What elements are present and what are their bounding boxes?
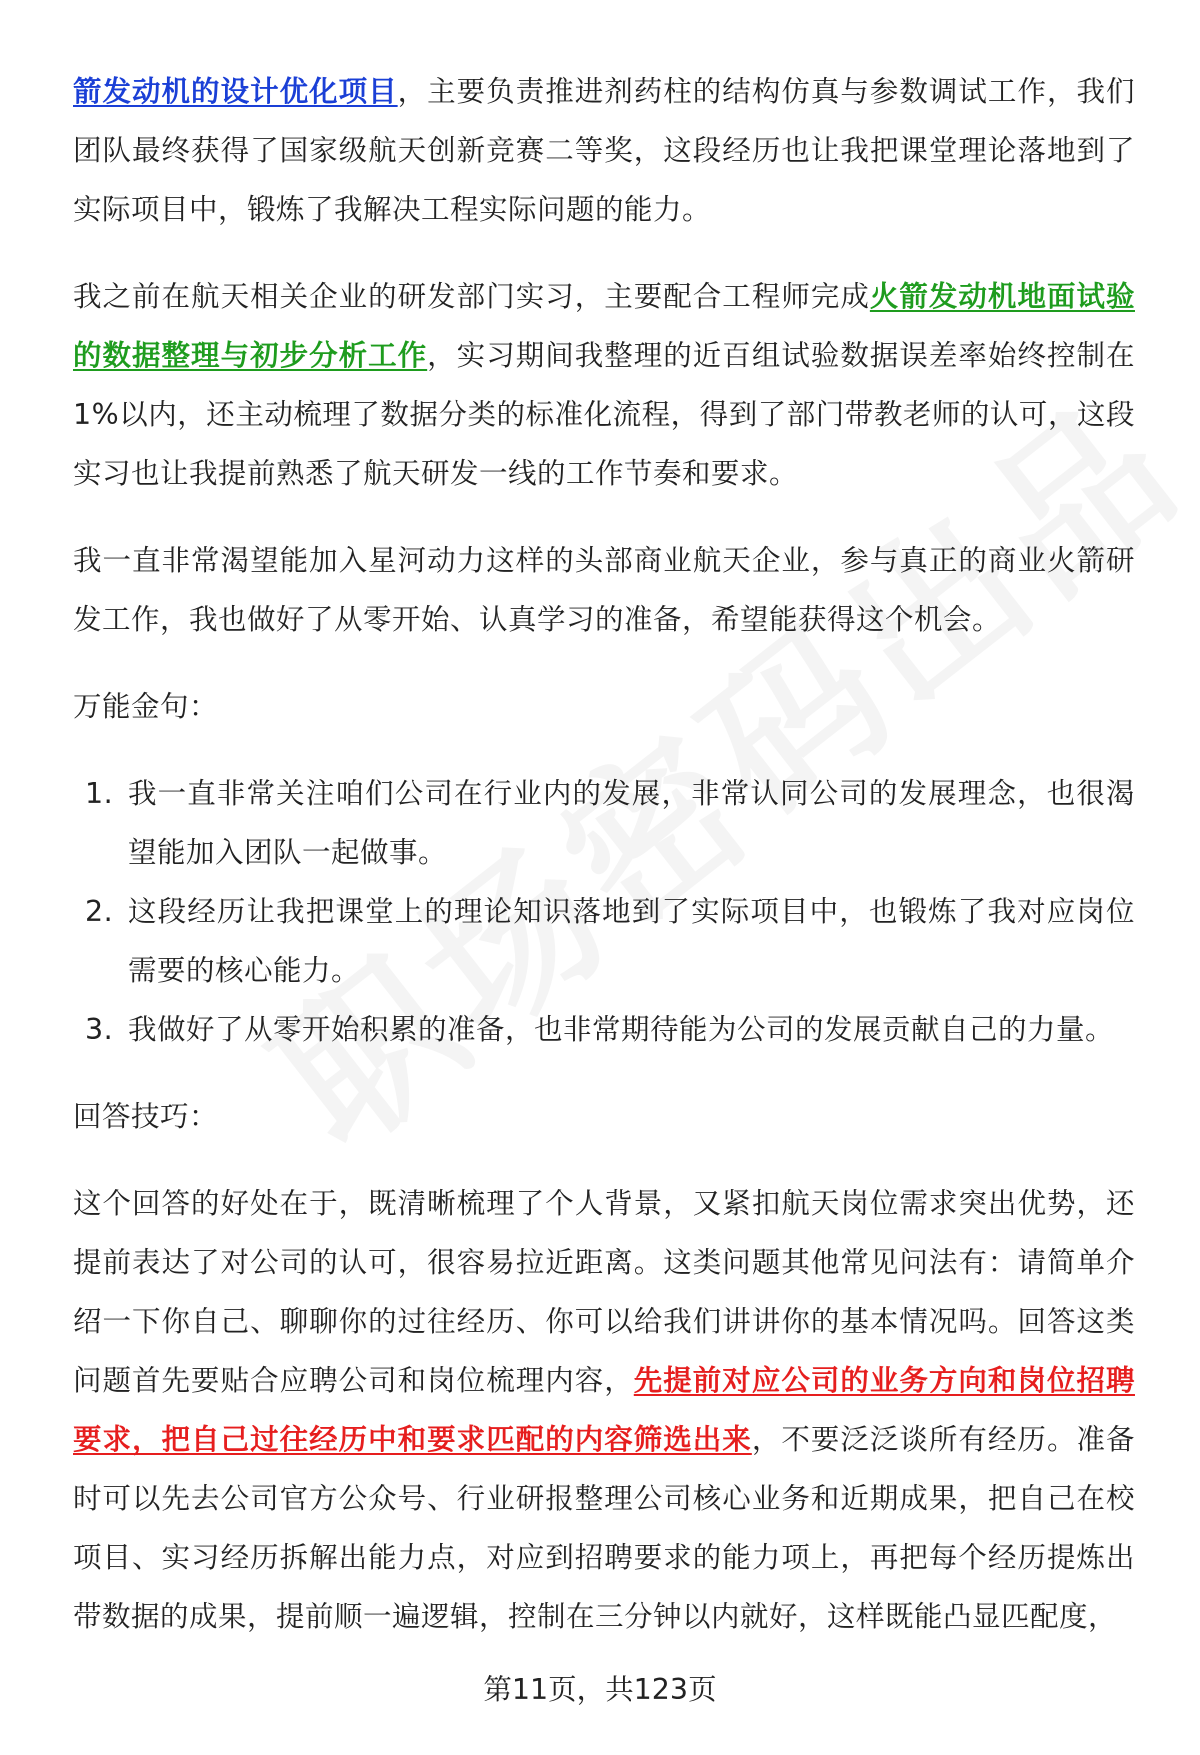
paragraph-text: ，主要负责推进剂药柱的结构仿真与参数调试工作，我们团队最终获得了国家级航天创新竞赛二等奖，这段经历也让我把课堂理论落地到了实际项目中，锻炼了我解决工程实际问题的能力。 [73,75,1135,226]
list-text: 我一直非常关注咱们公司在行业内的发展，非常认同公司的发展理念，也很渴望能加入团队一起做事。 [128,777,1135,869]
list-number: 2. [85,895,114,928]
list-text: 我做好了从零开始积累的准备，也非常期待能为公司的发展贡献自己的力量。 [128,1013,1115,1046]
page-number: 第11页，共123页 [483,1673,717,1706]
paragraph-motivation: 我一直非常渴望能加入星河动力这样的头部商业航天企业，参与真正的商业火箭研发工作，我也做好了从零开始、认真学习的准备，希望能获得这个机会。 [73,544,1135,636]
paragraph-project [73,62,1135,239]
paragraph-text: 这个回答的好处在于，既清晰梳理了个人背景，又紧扣航天岗位需求突出优势，还提前表达了对公司的认可，很容易拉近距离。这类问题其他常见问法有：请简单介绍一下你自己、聊聊你的过往经历、你可以给我们讲讲你的基本情况吗。回答这类问题首先要贴合应聘公司和岗位梳理内容， [73,1187,1135,1397]
highlight-red: 先提前对应公司的业务方向和岗位招聘要求，把自己过往经历中和要求匹配的内容筛选出来 [73,1364,1135,1456]
highlight-blue: 箭发动机的设计优化项目 [73,75,398,108]
list-number: 3. [85,1013,114,1046]
list-item [73,882,1135,1000]
heading-answer-tips: 回答技巧： [73,1100,219,1133]
paragraph-internship [73,267,1135,503]
list-number: 1. [85,777,114,810]
list-item [73,764,1135,882]
list-item [73,1000,1135,1059]
paragraph-text: ，不要泛泛谈所有经历。准备时可以先去公司官方公众号、行业研报整理公司核心业务和近期成果，把自己在校项目、实习经历拆解出能力点，对应到招聘要求的能力项上，再把每个经历提炼出带数据的成果，提前顺一遍逻辑，控制在三分钟以内就好，这样既能凸显匹配度， [73,1423,1135,1633]
document-content [73,62,1135,1646]
paragraph-text: ，实习期间我整理的近百组试验数据误差率始终控制在1%以内，还主动梳理了数据分类的标准化流程，得到了部门带教老师的认可，这段实习也让我提前熟悉了航天研发一线的工作节奏和要求。 [73,339,1135,490]
paragraph-tips [73,1174,1135,1646]
paragraph-text: 我之前在航天相关企业的研发部门实习，主要配合工程师完成 [73,280,870,313]
heading-golden-sentences: 万能金句： [73,690,219,723]
list-text: 这段经历让我把课堂上的理论知识落地到了实际项目中，也锻炼了我对应岗位需要的核心能力。 [128,895,1135,987]
golden-sentence-list [73,764,1135,1059]
highlight-green: 火箭发动机地面试验的数据整理与初步分析工作 [73,280,1135,372]
